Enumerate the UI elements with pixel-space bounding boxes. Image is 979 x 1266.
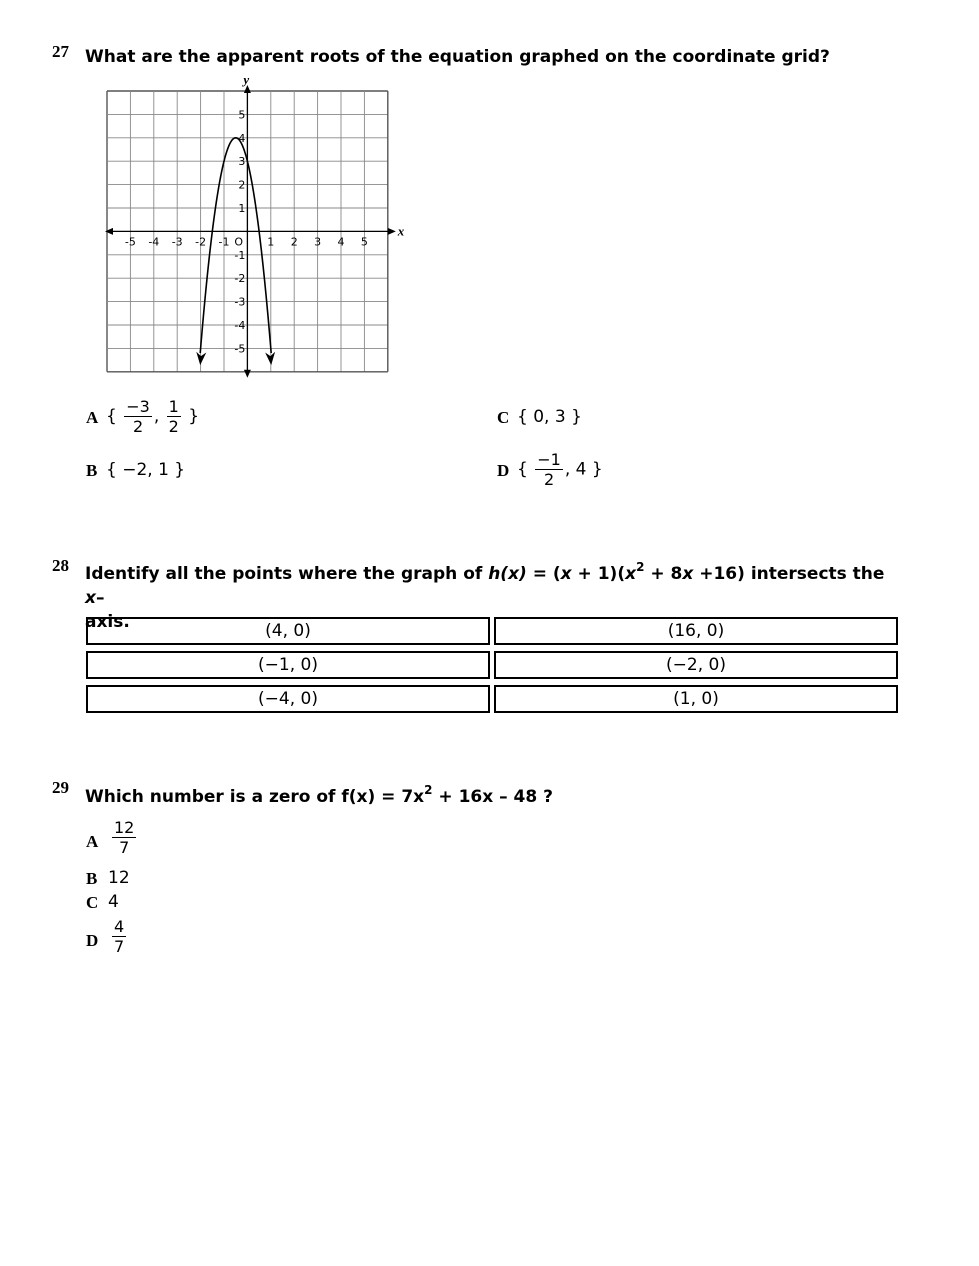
- choice-c-answer[interactable]: 4: [108, 892, 119, 912]
- question-27-number: 27: [52, 42, 69, 61]
- x-axis-arrow-right: [388, 228, 396, 235]
- option-16-0[interactable]: (16, 0): [494, 617, 898, 645]
- choice-c-letter: C: [86, 893, 99, 912]
- option-1-0[interactable]: (1, 0): [494, 685, 898, 713]
- choice-d-letter: D: [497, 461, 510, 480]
- choice-c-letter: C: [497, 408, 510, 427]
- fraction-1-over-2: $\frac{1}{2}$: [168, 397, 179, 436]
- choice-a-letter: A: [86, 832, 99, 851]
- y-tick-label: 2: [238, 178, 246, 192]
- close-brace: }: [188, 406, 200, 427]
- y-tick-label: -5: [234, 342, 246, 356]
- function-name: h(x): [488, 564, 527, 584]
- option-neg4-0[interactable]: (−4, 0): [86, 685, 490, 713]
- x-tick-label: -4: [148, 235, 160, 249]
- x-tick-label: -2: [195, 235, 207, 249]
- choice-a-answer[interactable]: [110, 818, 138, 857]
- y-tick-label: -3: [234, 295, 246, 309]
- x-tick-label: 4: [337, 235, 345, 249]
- question-28-number: 28: [52, 556, 69, 575]
- choice-b-letter: B: [86, 869, 98, 888]
- question-27-text: What are the apparent roots of the equation graphed on the coordinate grid?: [85, 47, 830, 67]
- x-tick-label: 1: [267, 235, 275, 249]
- question-29-number: 29: [52, 778, 69, 797]
- option-neg1-0[interactable]: (−1, 0): [86, 651, 490, 679]
- choice-d-answer[interactable]: [110, 917, 128, 956]
- fraction-4-over-7: $\frac{4}{7}$: [114, 917, 125, 956]
- x-tick-label: 5: [360, 235, 368, 249]
- choice-b-answer[interactable]: 12: [108, 868, 130, 888]
- x-tick-label: 3: [314, 235, 322, 249]
- coordinate-grid-graph: [104, 74, 404, 379]
- fraction-12-over-7: $\frac{12}{7}$: [114, 818, 135, 857]
- y-tick-label: 5: [238, 108, 246, 122]
- x-tick-label: -5: [124, 235, 136, 249]
- fraction-neg-3-over-2: $\frac{-3}{2}$: [126, 397, 150, 436]
- question-28-text: Identify all the points where the graph of $h(x) = (x + 1)(x^2 + 8x +16)$ intersects the x– axis.: [85, 560, 885, 632]
- y-tick-label: -2: [234, 272, 246, 286]
- y-tick-label: -1: [234, 248, 246, 262]
- parabola-arrow-left: [196, 352, 206, 365]
- choice-d-answer[interactable]: { $\frac{-1}{2}$ , 4 }: [517, 450, 603, 489]
- choice-b-answer[interactable]: { −2, 1 }: [106, 460, 186, 480]
- x-tick-label: -3: [171, 235, 183, 249]
- choice-c-answer[interactable]: { 0, 3 }: [517, 407, 582, 427]
- x-axis-arrow-left: [105, 228, 113, 235]
- axes: [105, 85, 396, 378]
- choice-b-letter: B: [86, 461, 98, 480]
- y-tick-label: 3: [238, 155, 246, 169]
- open-brace: {: [106, 406, 117, 427]
- x-axis-label: x: [397, 223, 404, 239]
- origin-label: O: [234, 235, 244, 249]
- question-29-text: Which number is a zero of $f(x) = 7x^2 + 16x - 48$ ?: [85, 783, 553, 807]
- y-tick-label: 1: [238, 202, 246, 215]
- y-tick-label: 4: [238, 131, 246, 145]
- x-tick-label: -1: [218, 235, 230, 249]
- fraction-neg-1-over-2: $\frac{-1}{2}$: [537, 450, 561, 489]
- y-axis-label: y: [243, 74, 250, 87]
- option-4-0[interactable]: (4, 0): [86, 617, 490, 645]
- x-tick-label: 2: [290, 235, 298, 249]
- choice-a-letter: A: [86, 408, 99, 427]
- choice-a-answer[interactable]: { $\frac{-3}{2}$ , $\frac{1}{2}$ }: [106, 397, 200, 436]
- option-neg2-0[interactable]: (−2, 0): [494, 651, 898, 679]
- choice-d-letter: D: [86, 931, 99, 950]
- y-tick-label: -4: [234, 319, 246, 332]
- y-axis-arrow-down: [244, 370, 251, 378]
- parabola-arrow-right: [265, 352, 275, 365]
- open-brace: {: [517, 459, 528, 480]
